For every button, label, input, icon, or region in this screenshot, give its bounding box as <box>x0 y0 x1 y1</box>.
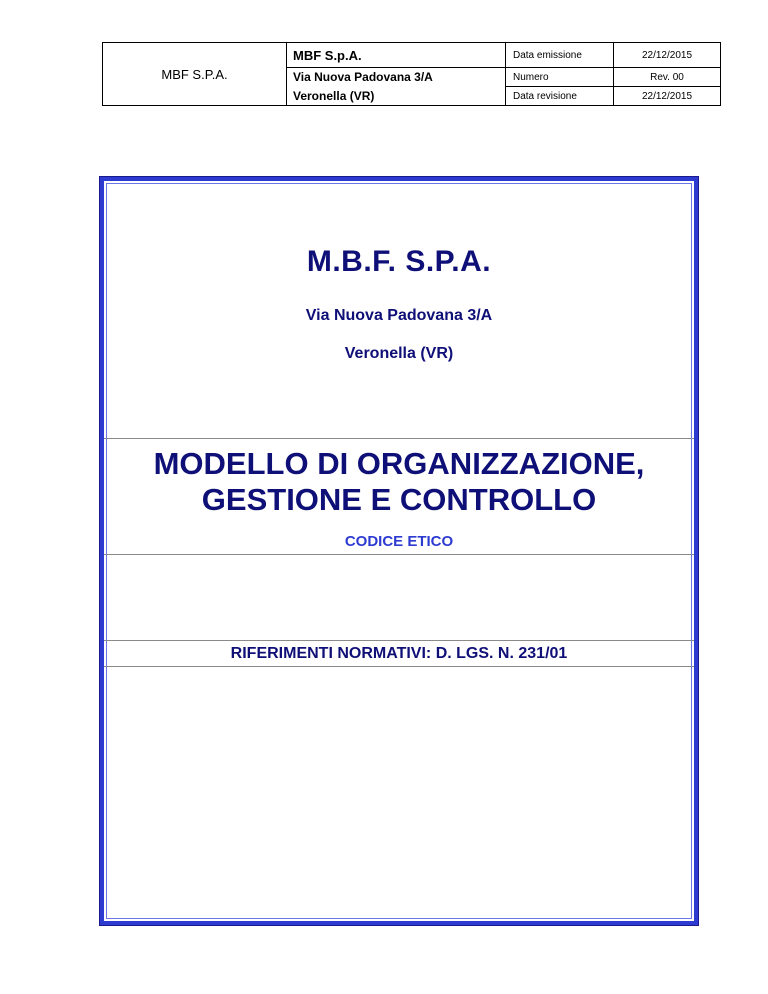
document-title-line: GESTIONE E CONTROLLO <box>201 482 597 517</box>
document-title-line: MODELLO DI ORGANIZZAZIONE, <box>153 446 645 481</box>
cover-company-name: M.B.F. S.P.A. <box>306 245 492 278</box>
divider-line <box>104 554 694 555</box>
cover-frame <box>100 177 698 925</box>
header-company-name: MBF S.p.A. <box>287 43 506 68</box>
document-subtitle: CODICE ETICO <box>344 533 454 550</box>
divider-line <box>104 438 694 439</box>
header-field-value: 22/12/2015 <box>614 87 721 106</box>
divider-line <box>104 640 694 641</box>
cover-company-street: Via Nuova Padovana 3/A <box>305 307 493 324</box>
header-company-short: MBF S.P.A. <box>103 43 287 106</box>
regulatory-references: RIFERIMENTI NORMATIVI: D. LGS. N. 231/01 <box>230 645 568 662</box>
header-street: Via Nuova Padovana 3/A <box>287 68 506 87</box>
header-field-label: Data revisione <box>506 87 614 106</box>
header-field-label: Data emissione <box>506 43 614 68</box>
document-header-table <box>102 42 721 106</box>
header-city: Veronella (VR) <box>287 87 506 106</box>
header-field-value: 22/12/2015 <box>614 43 721 68</box>
header-field-label: Numero <box>506 68 614 87</box>
cover-inner-border <box>106 183 692 919</box>
header-field-value: Rev. 00 <box>614 68 721 87</box>
divider-line <box>104 666 694 667</box>
document-title <box>104 446 694 518</box>
cover-company-city: Veronella (VR) <box>344 345 454 362</box>
